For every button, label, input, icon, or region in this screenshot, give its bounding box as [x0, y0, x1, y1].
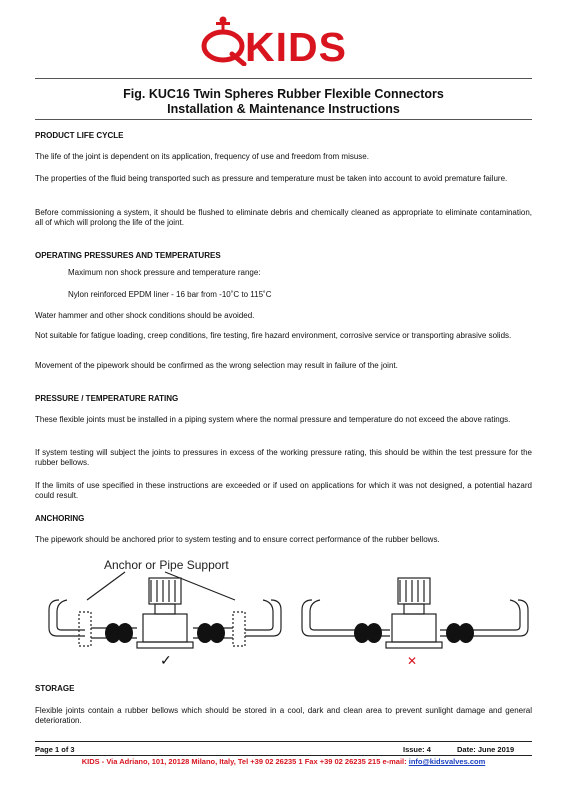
operating-water-hammer: Water hammer and other shock conditions should be avoided. [35, 311, 255, 320]
email-link[interactable]: info@kidsvalves.com [408, 757, 486, 766]
footer-info-row [35, 745, 532, 754]
contact-details: KIDS - Via Adriano, 101, 20128 Milano, Italy, Tel +39 02 26235 1 Fax +39 02 26235 215 e-mail: [81, 757, 407, 766]
title-divider [35, 119, 532, 120]
title-line-1: Fig. KUC16 Twin Spheres Rubber Flexible Connectors [123, 87, 444, 101]
life-cycle-paragraph-1: The life of the joint is dependent on its application, frequency of use and freedom from misuse. [35, 152, 369, 161]
valve-wheel-logo-icon [196, 14, 248, 66]
footer-divider [35, 741, 532, 742]
title-line-2: Installation & Maintenance Instructions [167, 102, 400, 116]
issue-date: Date: June 2019 [457, 745, 515, 754]
header-divider [35, 78, 532, 79]
life-cycle-paragraph-2: The properties of the fluid being transported such as pressure and temperature must be taken into account to avoid premature failure. [35, 174, 508, 183]
anchoring-paragraph: The pipework should be anchored prior to system testing and to ensure correct performance of the rubber bellows. [35, 535, 440, 544]
rating-paragraph-1: These flexible joints must be installed in a piping system where the normal pressure and temperature do not exceed the above ratings. [35, 415, 511, 424]
footer-contact [35, 757, 532, 766]
incorrect-cross-mark: ✕ [407, 654, 418, 668]
life-cycle-paragraph-3: Before commissioning a system, it should be flushed to eliminate debris and chemically cleaned as appropriate to eliminate contamination, all of which will prolong the life of the joint. [35, 208, 532, 227]
storage-paragraph: Flexible joints contain a rubber bellows which should be stored in a cool, dark and clean area to prevent sunlight damage and general deterioration. [35, 706, 532, 725]
heading-anchoring: ANCHORING [35, 514, 85, 523]
heading-storage: STORAGE [35, 684, 75, 693]
operating-movement: Movement of the pipework should be confirmed as the wrong selection may result in failure of the joint. [35, 361, 398, 370]
heading-product-life-cycle: PRODUCT LIFE CYCLE [35, 131, 124, 140]
document-title [35, 87, 532, 117]
issue-number: Issue: 4 [403, 745, 431, 754]
footer-divider-2 [35, 755, 532, 756]
anchor-support-label: Anchor or Pipe Support [104, 558, 229, 572]
logo-wordmark: KIDS [245, 24, 347, 70]
heading-pressure-temperature-rating: PRESSURE / TEMPERATURE RATING [35, 394, 179, 403]
operating-liner-rating: Nylon reinforced EPDM liner - 16 bar from -10˚C to 115˚C [68, 290, 272, 299]
correct-checkmark: ✓ [160, 652, 172, 668]
operating-not-suitable: Not suitable for fatigue loading, creep conditions, fire testing, fire hazard environment, corrosive service or transporting abrasive solids. [35, 331, 512, 340]
page-number: Page 1 of 3 [35, 745, 75, 754]
operating-max-range: Maximum non shock pressure and temperature range: [68, 268, 261, 277]
heading-operating-pressures: OPERATING PRESSURES AND TEMPERATURES [35, 251, 221, 260]
rating-paragraph-3: If the limits of use specified in these instructions are exceeded or if used on applications for which it was not designed, a potential hazard could result. [35, 481, 532, 500]
rating-paragraph-2: If system testing will subject the joints to pressures in excess of the working pressure rating, this should be within the test pressure for the rubber bellows. [35, 448, 532, 467]
